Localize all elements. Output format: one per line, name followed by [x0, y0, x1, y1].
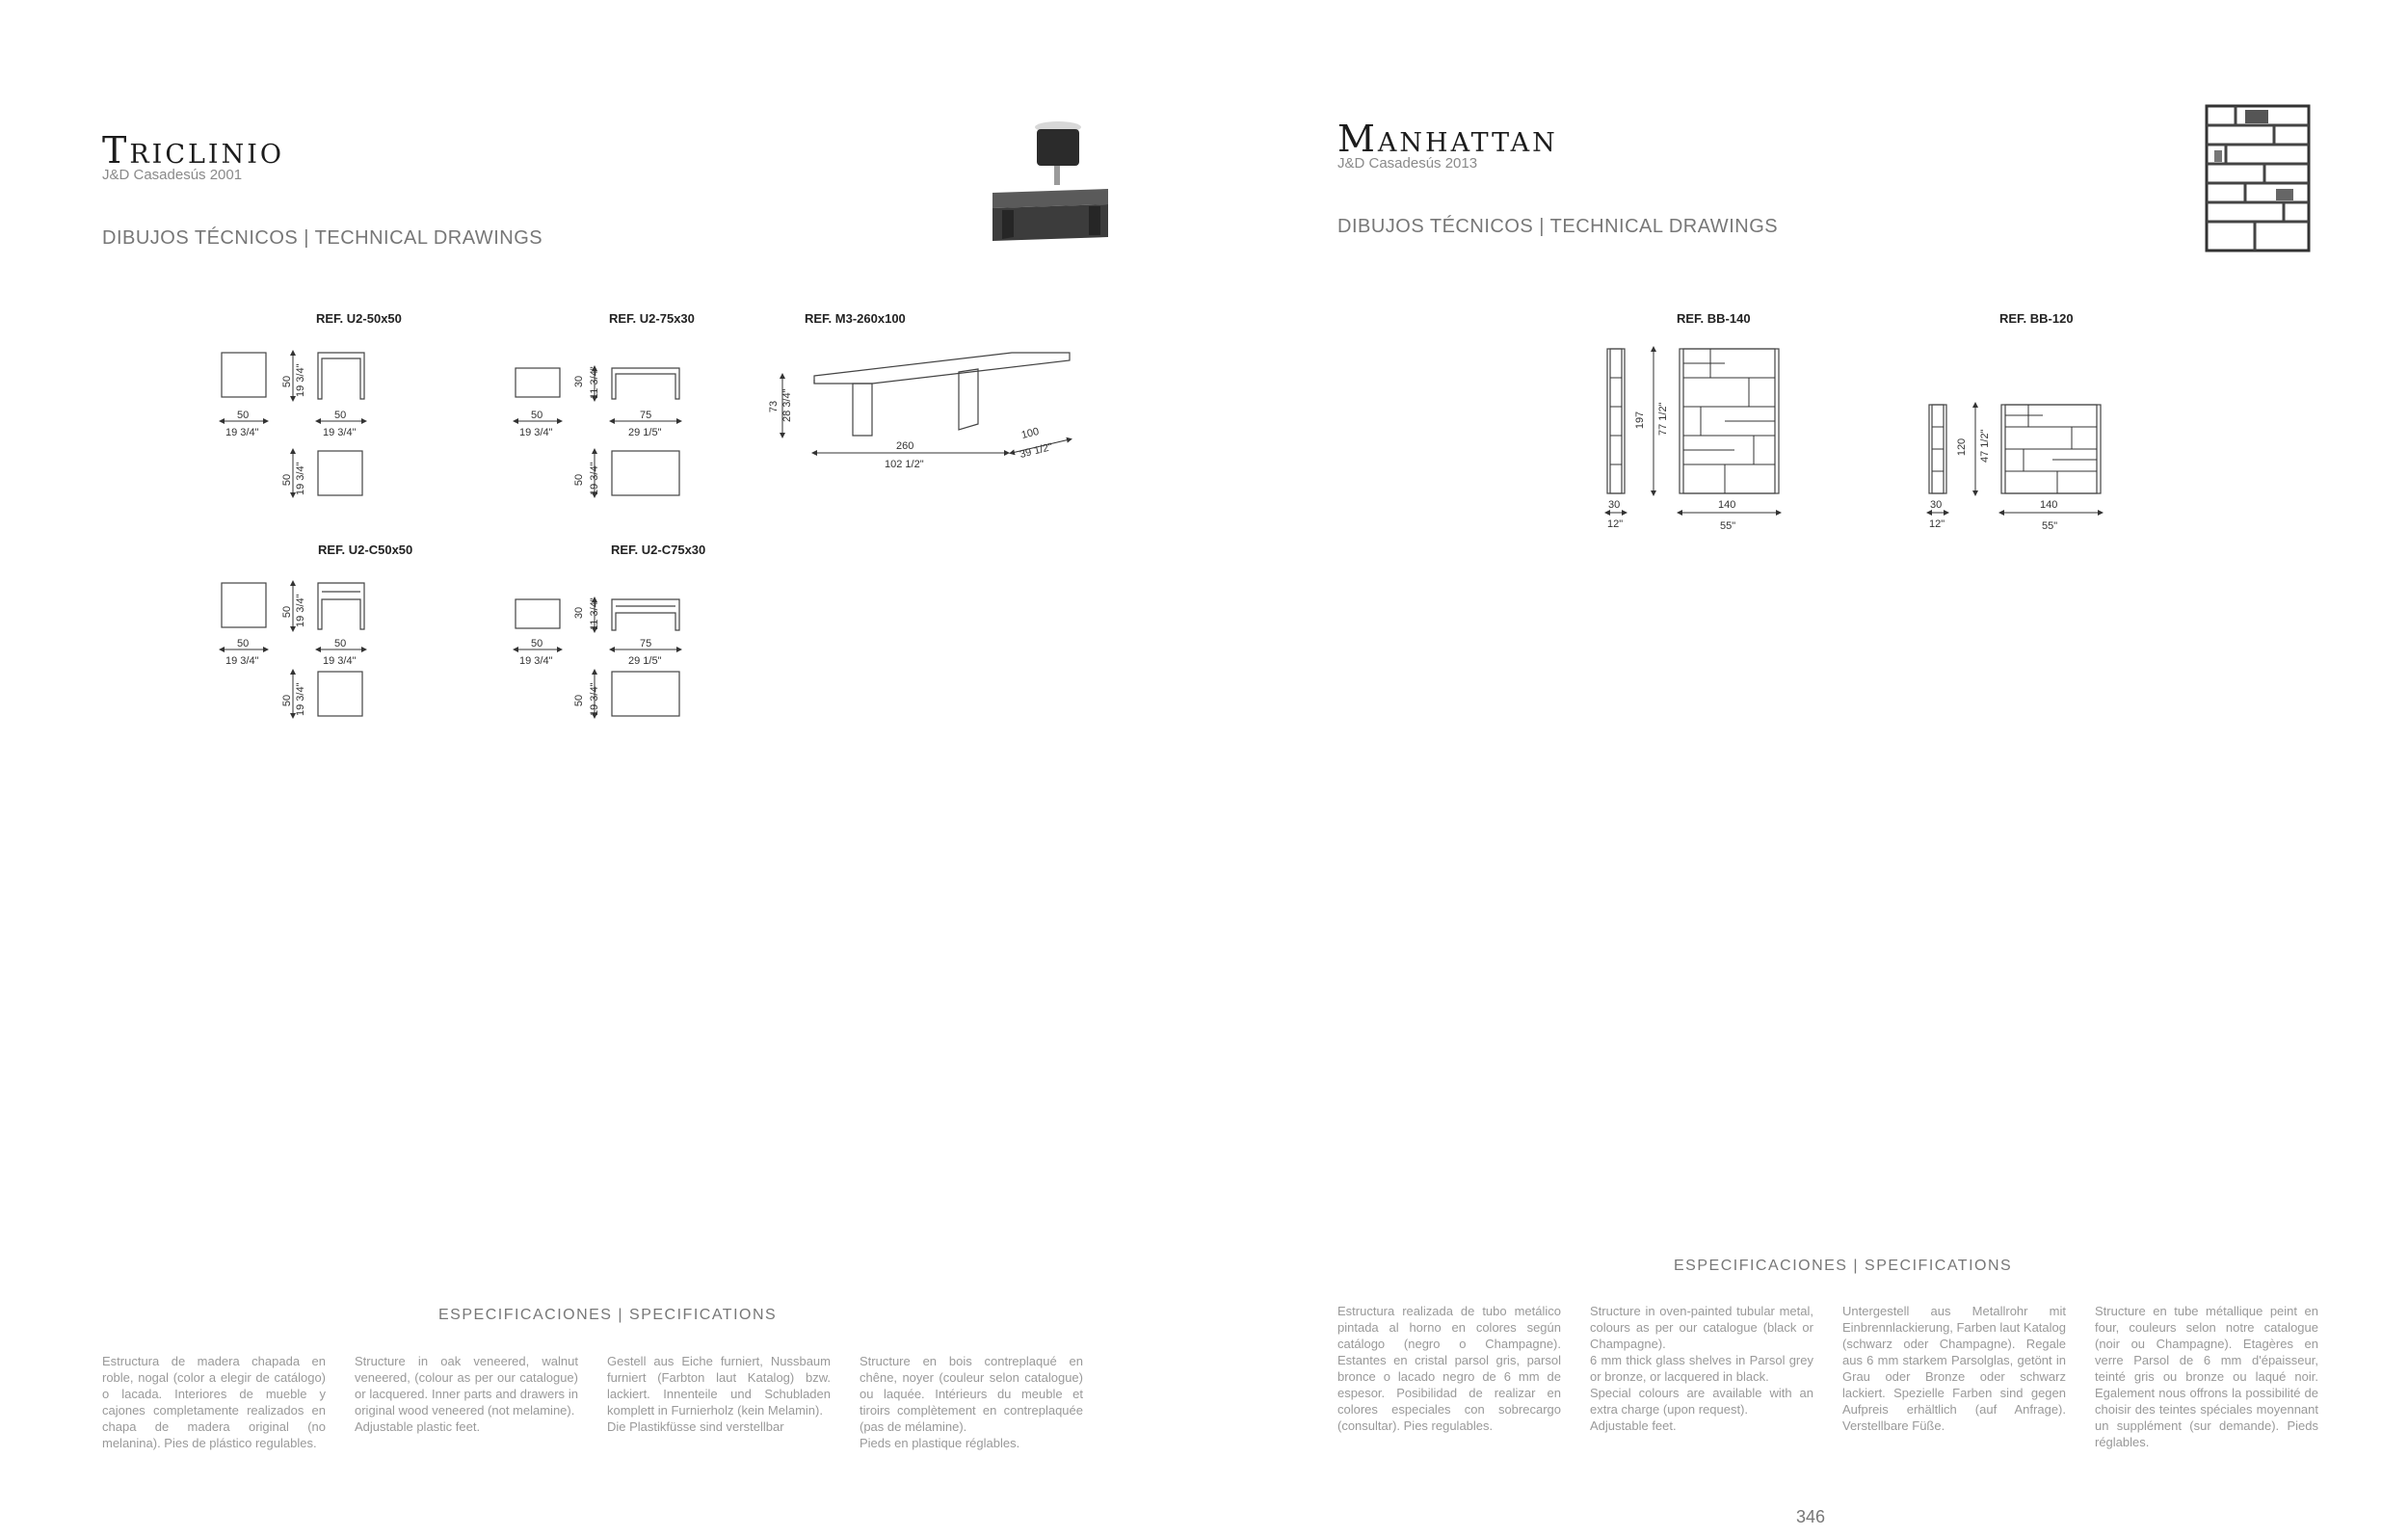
dim-label-inch: 19 3/4" [589, 462, 600, 495]
dim-label: 260 [896, 440, 914, 452]
spec-text-de: Untergestell aus Metallrohr mit Einbrennlackierung, Farben laut Katalog (schwarz oder Champagne). Regale aus 6 mm starkem Parsolglas, getönt in Grau oder Bronze oder schwarz lackiert. Spezielle Farben sind gegen Aufpreis erhältlich (auf Anfrage). Verstellbare Füße. [1842, 1304, 2066, 1433]
dim-label: 50 [334, 638, 347, 649]
drawing-front-view [612, 368, 679, 399]
dim-label: 140 [2040, 499, 2058, 511]
drawing-top-view [222, 583, 266, 627]
dim-label-inch: 12" [1929, 518, 1945, 530]
drawing-front-view [2001, 405, 2101, 493]
dim-label-inch: 55" [1720, 520, 1736, 532]
dim-label: 50 [281, 375, 294, 388]
dim-label: 30 [1608, 499, 1621, 511]
dim-label-inch: 11 3/4" [589, 366, 600, 399]
dim-label: 50 [531, 638, 543, 649]
dim-label-inch: 47 1/2" [1979, 429, 1991, 463]
dim-label: 73 [768, 400, 781, 413]
ref-bb-120: REF. BB-120 [1999, 311, 2074, 326]
dim-label: 50 [573, 473, 586, 487]
dim-label: 50 [281, 605, 294, 619]
drawing-top-view [222, 353, 266, 397]
section-subhead: DIBUJOS TÉCNICOS | TECHNICAL DRAWINGS [102, 227, 543, 249]
dim-label-inch: 19 3/4" [295, 682, 306, 716]
dim-label-inch: 11 3/4" [589, 597, 600, 630]
dim-label-inch: 29 1/5" [628, 655, 662, 667]
dim-label: 30 [573, 375, 586, 388]
dim-label-inch: 19 3/4" [295, 594, 306, 627]
spec-text-es: Estructura realizada de tubo metálico pintada al horno en colores según catálogo (negro o Champagne). Estantes en cristal parsol gris, parsol bronce o lacado negro de 6 mm de espesor. Posibilidad de realizar en colores especiales con sobrecargo (consultar). Pies regulables. [1337, 1304, 1561, 1433]
dim-label-inch: 19 3/4" [589, 682, 600, 716]
dim-label-inch: 29 1/5" [628, 427, 662, 438]
dim-label: 30 [573, 606, 586, 620]
spec-text-fr: Structure en bois contreplaqué en chêne, noyer (couleur selon catalogue) ou laquée. Intérieurs du meuble et tiroirs complètement en contreplaquée (pas de mélamine). Pieds en plastique réglables. [860, 1354, 1083, 1450]
specifications-heading: ESPECIFICACIONES | SPECIFICATIONS [1674, 1258, 2013, 1274]
dim-label-inch: 77 1/2" [1657, 402, 1669, 436]
designer-credit: J&D Casadesús 2001 [102, 167, 243, 183]
ref-u2-c75x30: REF. U2-C75x30 [611, 543, 706, 557]
dim-label-inch: 19 3/4" [519, 427, 553, 438]
drawing-front-view [612, 599, 679, 630]
dim-label: 50 [237, 638, 250, 649]
dim-label-inch: 12" [1607, 518, 1624, 530]
dim-label-inch: 19 3/4" [295, 363, 306, 397]
dim-label: 75 [640, 638, 652, 649]
drawing-side-view [612, 451, 679, 495]
dim-label: 50 [281, 694, 294, 707]
page-title-triclinio: Triclinio [102, 129, 285, 172]
drawing-front-view [318, 583, 364, 629]
section-subhead: DIBUJOS TÉCNICOS | TECHNICAL DRAWINGS [1337, 216, 1779, 237]
dim-label-inch: 19 3/4" [519, 655, 553, 667]
dim-label: 50 [573, 694, 586, 707]
drawing-front-view [318, 353, 364, 399]
ref-u2-50x50: REF. U2-50x50 [316, 311, 402, 326]
page-number: 346 [1796, 1507, 1826, 1526]
drawing-side-view [318, 451, 362, 495]
dim-label: 197 [1634, 411, 1647, 430]
ref-m3-260x100: REF. M3-260x100 [805, 311, 906, 326]
dim-label-inch: 19 3/4" [225, 427, 259, 438]
dim-label: 140 [1718, 499, 1736, 511]
specifications-heading: ESPECIFICACIONES | SPECIFICATIONS [438, 1307, 778, 1323]
drawing-top-view [516, 368, 560, 397]
dim-label: 120 [1956, 437, 1969, 457]
spec-text-en: Structure in oven-painted tubular metal, colours as per our catalogue (black or Champagne). 6 mm thick glass shelves in Parsol grey or bronze, or lacquered in black. Special colours are available with an extra charge (upon request). Adjustable feet. [1590, 1304, 1813, 1433]
dim-label-inch: 19 3/4" [295, 462, 306, 495]
ref-u2-c50x50: REF. U2-C50x50 [318, 543, 413, 557]
drawing-front-view [1680, 349, 1779, 493]
ref-bb-140: REF. BB-140 [1677, 311, 1751, 326]
dim-label-inch: 19 3/4" [323, 655, 357, 667]
dim-label: 50 [281, 473, 294, 487]
dim-label: 50 [531, 410, 543, 421]
spec-text-fr: Structure en tube métallique peint en four, couleurs selon notre catalogue (noir ou Champagne). Etagères en verre Parsol de 6 mm d'épaisseur, teinté gris ou bronze ou laqué noir. Egalement nous offrons la possibilité de choisir des teintes spéciales moyennant un supplément (sur demande). Pieds réglables. [2095, 1304, 2318, 1449]
spec-text-en: Structure in oak veneered, walnut veneered, (colour as per our catalogue) or lacquered. Inner parts and drawers in original wood veneered (not melamine). Adjustable plastic feet. [355, 1354, 578, 1434]
dim-label-inch: 28 3/4" [781, 388, 793, 422]
spec-text-de: Gestell aus Eiche furniert, Nussbaum furniert (Farbton laut Katalog) bzw. lackiert. Innenteile und Schubladen komplett in Furnierholz (kein Melamin). Die Plastikfüsse sind verstellbar [607, 1354, 831, 1434]
ref-u2-75x30: REF. U2-75x30 [609, 311, 695, 326]
drawing-perspective-view [814, 353, 1070, 384]
dim-label: 75 [640, 410, 652, 421]
drawing-side-view [1929, 405, 1946, 493]
spec-text-es: Estructura de madera chapada en roble, nogal (color a elegir de catálogo) o lacada. Interiores de mueble y cajones completamente realizados en chapa de madera original (no melanina). Pies de plástico regulables. [102, 1354, 326, 1450]
dim-label: 50 [237, 410, 250, 421]
page-title-manhattan: Manhattan [1337, 118, 1558, 160]
designer-credit: J&D Casadesús 2013 [1337, 155, 1478, 172]
dim-label-inch: 19 3/4" [323, 427, 357, 438]
dim-label: 50 [334, 410, 347, 421]
drawing-top-view [516, 599, 560, 628]
dim-label: 30 [1930, 499, 1943, 511]
dim-label-inch: 19 3/4" [225, 655, 259, 667]
dim-label-inch: 102 1/2" [885, 459, 924, 470]
dim-label: 100 [1019, 425, 1041, 442]
dim-label-inch: 55" [2042, 520, 2058, 532]
dim-label-inch: 39 1/2" [1019, 441, 1054, 461]
drawing-side-view [1607, 349, 1625, 493]
drawing-side-view [318, 672, 362, 716]
drawing-side-view [612, 672, 679, 716]
